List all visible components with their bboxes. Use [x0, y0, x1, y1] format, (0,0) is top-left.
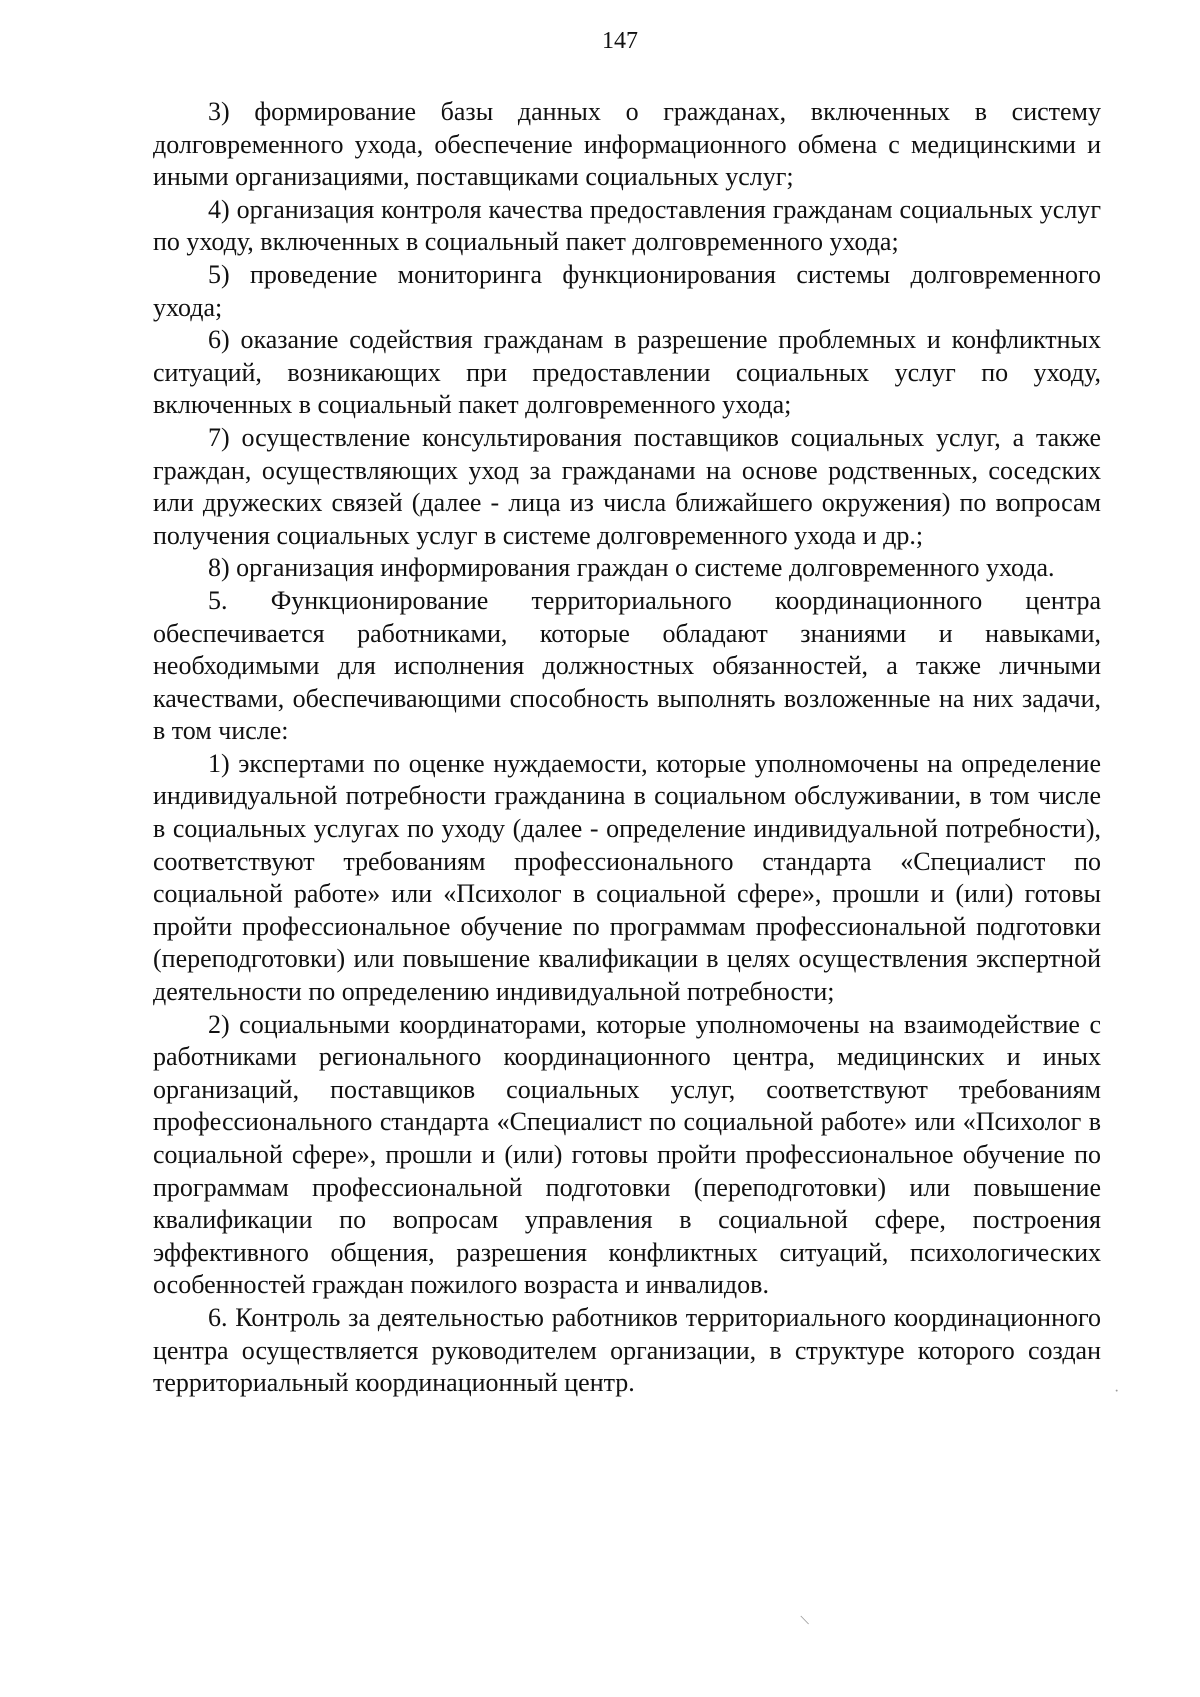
scan-artifact-tick: \	[799, 1611, 811, 1630]
paragraph-subitem-1: 1) экспертами по оценке нуждаемости, которые уполномочены на определение индивидуальной потребности гражданина в социальном обслуживании, в том числе в социальных услугах по уходу (далее - определение индивидуальной потребности), соответствуют требованиям профессионального стандарта «Специалист по социальной работе» или «Психолог в социальной сфере», прошли и (или) готовы пройти профессиональное обучение по программам профессиональной подготовки (переподготовки) или повышение квалификации в целях осуществления экспертной деятельности по определению индивидуальной потребности;	[153, 748, 1101, 1007]
scan-artifact-dot: ·	[1114, 1383, 1120, 1400]
paragraph-item-5: 5) проведение мониторинга функционирования системы долговременного ухода;	[153, 259, 1101, 322]
paragraph-subitem-2: 2) социальными координаторами, которые уполномочены на взаимодействие с работниками регионального координационного центра, медицинских и иных организаций, поставщиков социальных услуг, соответствуют требованиям профессионального стандарта «Специалист по социальной работе» или «Психолог в социальной сфере», прошли и (или) готовы пройти профессиональное обучение по программам профессиональной подготовки (переподготовки) или повышение квалификации по вопросам управления в социальной сфере, построения эффективного общения, разрешения конфликтных ситуаций, психологических особенностей граждан пожилого возраста и инвалидов.	[153, 1009, 1101, 1300]
document-body	[153, 96, 1101, 1400]
paragraph-item-3: 3) формирование базы данных о гражданах, включенных в систему долговременного ухода, обеспечение информационного обмена с медицинскими и иными организациями, поставщиками социальных услуг;	[153, 97, 1101, 192]
page-number: 147	[602, 28, 638, 54]
paragraph-item-6: 6) оказание содействия гражданам в разрешение проблемных и конфликтных ситуаций, возникающих при предоставлении социальных услуг по уходу, включенных в социальный пакет долговременного ухода;	[153, 325, 1101, 420]
paragraph-item-8: 8) организация информирования граждан о системе долговременного ухода.	[208, 553, 1055, 583]
paragraph-item-4: 4) организация контроля качества предоставления гражданам социальных услуг по уходу, включенных в социальный пакет долговременного ухода;	[153, 194, 1101, 257]
paragraph-section-6: 6. Контроль за деятельностью работников территориального координационного центра осуществляется руководителем организации, в структуре которого создан территориальный координационный центр.	[153, 1302, 1101, 1398]
paragraph-section-5: 5. Функционирование территориального координационного центра обеспечивается работниками, которые обладают знаниями и навыками, необходимыми для исполнения должностных обязанностей, а также личными качествами, обеспечивающими способность выполнять возложенные на них задачи, в том числе:	[153, 585, 1101, 746]
paragraph-item-7: 7) осуществление консультирования поставщиков социальных услуг, а также граждан, осуществляющих уход за гражданами на основе родственных, соседских или дружеских связей (далее - лица из числа ближайшего окружения) по вопросам получения социальных услуг в системе долговременного ухода и др.;	[153, 422, 1101, 550]
